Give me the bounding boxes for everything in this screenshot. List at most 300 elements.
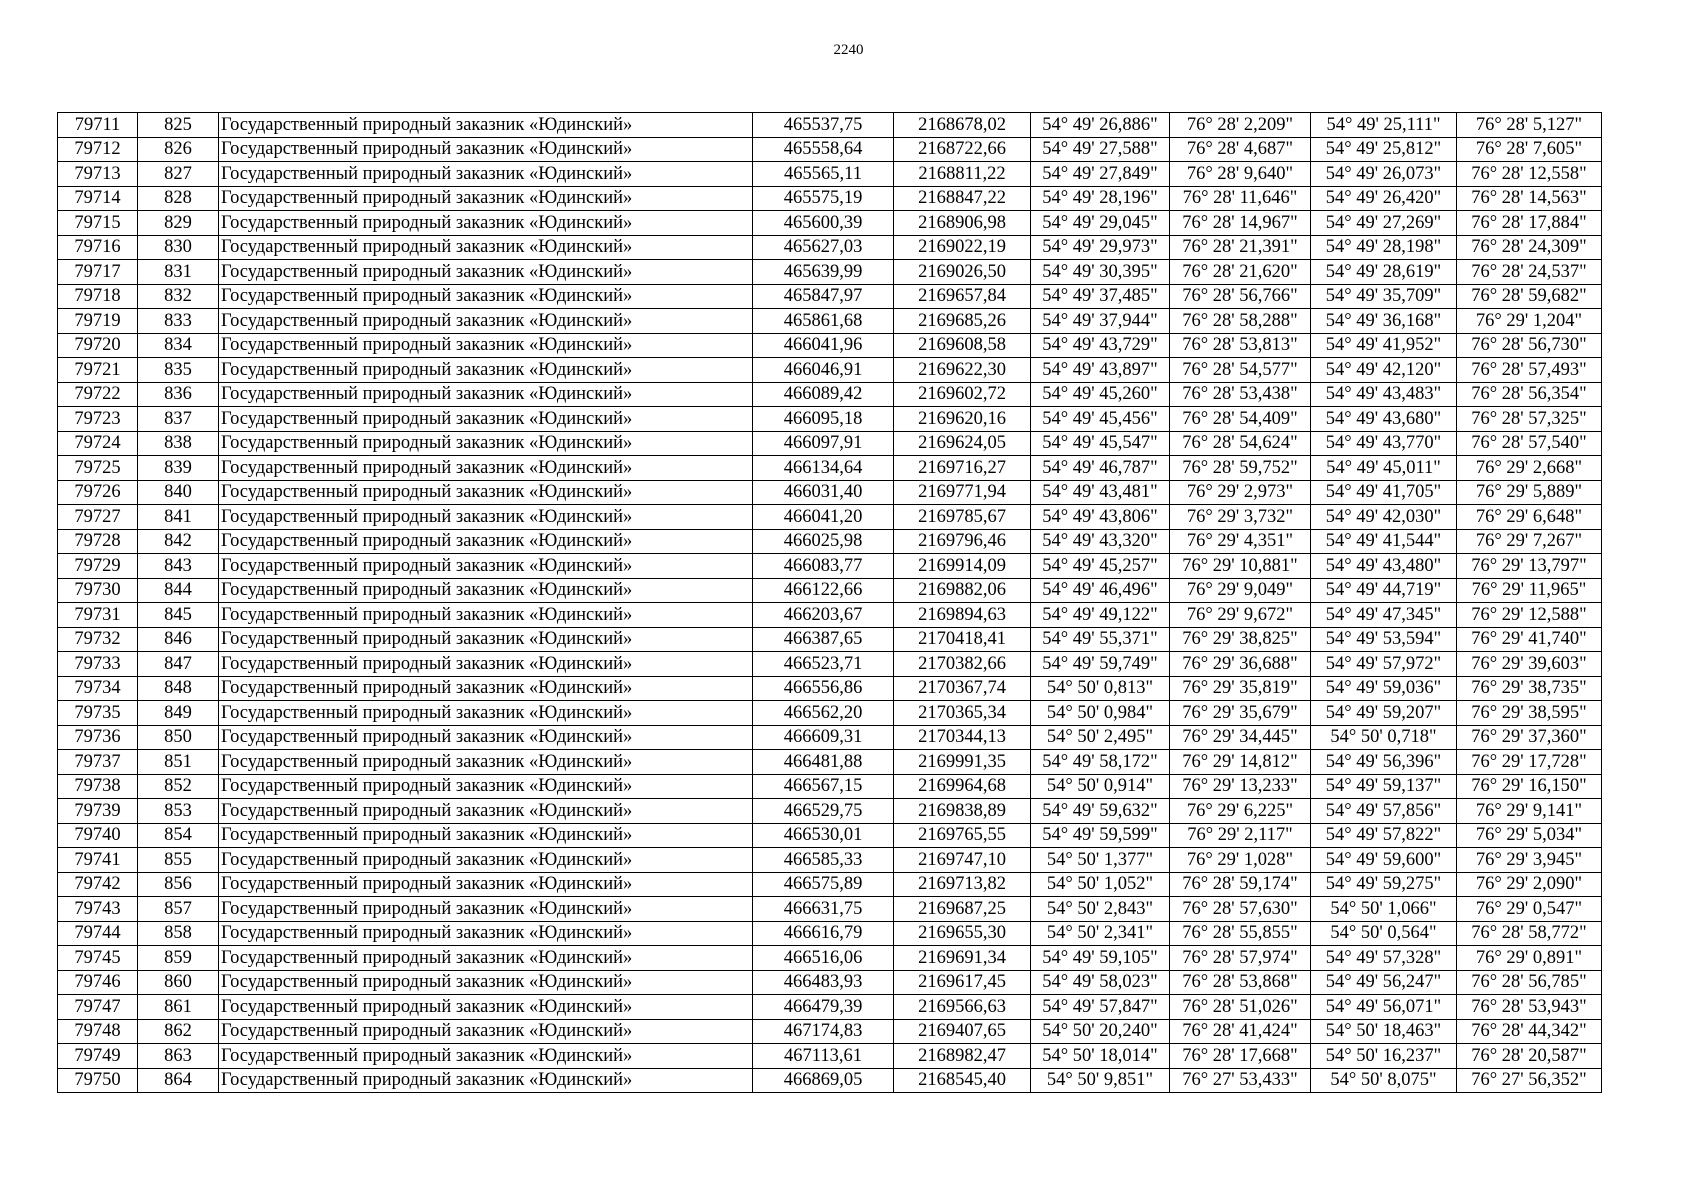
x-coordinate-cell: 465639,99 [753,260,894,285]
y-coordinate-cell: 2170382,66 [894,652,1031,677]
longitude-2-cell: 76° 29' 7,267" [1457,529,1602,554]
longitude-2-cell: 76° 28' 57,325" [1457,407,1602,432]
x-coordinate-cell: 466046,91 [753,358,894,383]
object-name-cell: Государственный природный заказник «Юдинский» [219,701,753,726]
y-coordinate-cell: 2170367,74 [894,676,1031,701]
x-coordinate-cell: 466089,42 [753,382,894,407]
latitude-2-cell: 54° 49' 59,600" [1311,848,1457,873]
longitude-1-cell: 76° 29' 10,881" [1170,554,1311,579]
longitude-1-cell: 76° 28' 53,813" [1170,333,1311,358]
record-id-cell: 79741 [58,848,138,873]
latitude-2-cell: 54° 49' 41,952" [1311,333,1457,358]
record-id-cell: 79736 [58,725,138,750]
record-id-cell: 79713 [58,162,138,187]
longitude-1-cell: 76° 29' 35,679" [1170,701,1311,726]
object-name-cell: Государственный природный заказник «Юдинский» [219,382,753,407]
x-coordinate-cell: 466387,65 [753,627,894,652]
latitude-2-cell: 54° 49' 41,544" [1311,529,1457,554]
y-coordinate-cell: 2169026,50 [894,260,1031,285]
latitude-2-cell: 54° 49' 56,071" [1311,995,1457,1020]
longitude-2-cell: 76° 29' 12,588" [1457,603,1602,628]
record-id-cell: 79747 [58,995,138,1020]
point-number-cell: 856 [138,872,219,897]
longitude-1-cell: 76° 28' 59,174" [1170,872,1311,897]
point-number-cell: 846 [138,627,219,652]
point-number-cell: 847 [138,652,219,677]
y-coordinate-cell: 2169771,94 [894,480,1031,505]
table-row [58,211,1602,236]
record-id-cell: 79740 [58,823,138,848]
latitude-1-cell: 54° 49' 43,806" [1031,505,1170,530]
object-name-cell: Государственный природный заказник «Юдинский» [219,235,753,260]
latitude-1-cell: 54° 49' 59,105" [1031,946,1170,971]
longitude-1-cell: 76° 29' 6,225" [1170,799,1311,824]
y-coordinate-cell: 2169796,46 [894,529,1031,554]
longitude-1-cell: 76° 28' 51,026" [1170,995,1311,1020]
table-row [58,921,1602,946]
record-id-cell: 79728 [58,529,138,554]
longitude-1-cell: 76° 28' 11,646" [1170,186,1311,211]
longitude-1-cell: 76° 28' 54,409" [1170,407,1311,432]
x-coordinate-cell: 466041,96 [753,333,894,358]
latitude-2-cell: 54° 50' 0,718" [1311,725,1457,750]
table-row [58,1044,1602,1069]
longitude-2-cell: 76° 28' 7,605" [1457,137,1602,162]
longitude-1-cell: 76° 27' 53,433" [1170,1068,1311,1093]
record-id-cell: 79743 [58,897,138,922]
longitude-1-cell: 76° 28' 58,288" [1170,309,1311,334]
y-coordinate-cell: 2168722,66 [894,137,1031,162]
latitude-2-cell: 54° 49' 59,207" [1311,701,1457,726]
point-number-cell: 854 [138,823,219,848]
latitude-2-cell: 54° 49' 36,168" [1311,309,1457,334]
y-coordinate-cell: 2169608,58 [894,333,1031,358]
latitude-1-cell: 54° 49' 30,395" [1031,260,1170,285]
latitude-2-cell: 54° 50' 16,237" [1311,1044,1457,1069]
x-coordinate-cell: 466585,33 [753,848,894,873]
latitude-1-cell: 54° 49' 45,456" [1031,407,1170,432]
x-coordinate-cell: 467113,61 [753,1044,894,1069]
object-name-cell: Государственный природный заказник «Юдинский» [219,529,753,554]
longitude-1-cell: 76° 28' 54,577" [1170,358,1311,383]
longitude-1-cell: 76° 29' 2,117" [1170,823,1311,848]
point-number-cell: 862 [138,1019,219,1044]
record-id-cell: 79731 [58,603,138,628]
record-id-cell: 79735 [58,701,138,726]
latitude-2-cell: 54° 49' 25,812" [1311,137,1457,162]
object-name-cell: Государственный природный заказник «Юдинский» [219,774,753,799]
latitude-2-cell: 54° 50' 1,066" [1311,897,1457,922]
table-row [58,333,1602,358]
object-name-cell: Государственный природный заказник «Юдинский» [219,505,753,530]
x-coordinate-cell: 466616,79 [753,921,894,946]
y-coordinate-cell: 2169785,67 [894,505,1031,530]
longitude-2-cell: 76° 28' 56,354" [1457,382,1602,407]
latitude-2-cell: 54° 49' 59,036" [1311,676,1457,701]
latitude-2-cell: 54° 49' 57,822" [1311,823,1457,848]
object-name-cell: Государственный природный заказник «Юдинский» [219,995,753,1020]
x-coordinate-cell: 466481,88 [753,750,894,775]
longitude-1-cell: 76° 29' 9,049" [1170,578,1311,603]
longitude-1-cell: 76° 29' 1,028" [1170,848,1311,873]
longitude-1-cell: 76° 29' 35,819" [1170,676,1311,701]
latitude-1-cell: 54° 49' 43,481" [1031,480,1170,505]
longitude-2-cell: 76° 29' 39,603" [1457,652,1602,677]
record-id-cell: 79729 [58,554,138,579]
latitude-2-cell: 54° 49' 42,030" [1311,505,1457,530]
point-number-cell: 844 [138,578,219,603]
longitude-1-cell: 76° 28' 57,630" [1170,897,1311,922]
longitude-1-cell: 76° 28' 2,209" [1170,113,1311,138]
latitude-1-cell: 54° 49' 29,973" [1031,235,1170,260]
object-name-cell: Государственный природный заказник «Юдинский» [219,848,753,873]
table-row [58,407,1602,432]
longitude-2-cell: 76° 28' 17,884" [1457,211,1602,236]
table-row [58,750,1602,775]
record-id-cell: 79749 [58,1044,138,1069]
table-row [58,799,1602,824]
table-row [58,431,1602,456]
latitude-2-cell: 54° 49' 57,972" [1311,652,1457,677]
longitude-2-cell: 76° 29' 37,360" [1457,725,1602,750]
latitude-2-cell: 54° 50' 8,075" [1311,1068,1457,1093]
longitude-2-cell: 76° 28' 14,563" [1457,186,1602,211]
x-coordinate-cell: 466562,20 [753,701,894,726]
record-id-cell: 79732 [58,627,138,652]
point-number-cell: 855 [138,848,219,873]
y-coordinate-cell: 2169624,05 [894,431,1031,456]
x-coordinate-cell: 466479,39 [753,995,894,1020]
table-row [58,578,1602,603]
record-id-cell: 79720 [58,333,138,358]
longitude-2-cell: 76° 28' 12,558" [1457,162,1602,187]
record-id-cell: 79730 [58,578,138,603]
longitude-1-cell: 76° 29' 9,672" [1170,603,1311,628]
latitude-2-cell: 54° 50' 0,564" [1311,921,1457,946]
latitude-2-cell: 54° 49' 57,328" [1311,946,1457,971]
table-row [58,284,1602,309]
table-row [58,358,1602,383]
y-coordinate-cell: 2169617,45 [894,970,1031,995]
table-row [58,774,1602,799]
point-number-cell: 834 [138,333,219,358]
object-name-cell: Государственный природный заказник «Юдинский» [219,211,753,236]
y-coordinate-cell: 2170365,34 [894,701,1031,726]
latitude-2-cell: 54° 49' 26,420" [1311,186,1457,211]
latitude-2-cell: 54° 49' 47,345" [1311,603,1457,628]
object-name-cell: Государственный природный заказник «Юдинский» [219,480,753,505]
x-coordinate-cell: 466097,91 [753,431,894,456]
x-coordinate-cell: 466567,15 [753,774,894,799]
object-name-cell: Государственный природный заказник «Юдинский» [219,799,753,824]
record-id-cell: 79721 [58,358,138,383]
record-id-cell: 79745 [58,946,138,971]
longitude-1-cell: 76° 29' 38,825" [1170,627,1311,652]
record-id-cell: 79724 [58,431,138,456]
latitude-1-cell: 54° 49' 43,729" [1031,333,1170,358]
x-coordinate-cell: 465575,19 [753,186,894,211]
point-number-cell: 841 [138,505,219,530]
latitude-1-cell: 54° 49' 58,023" [1031,970,1170,995]
y-coordinate-cell: 2168847,22 [894,186,1031,211]
table-row [58,946,1602,971]
table-row [58,113,1602,138]
y-coordinate-cell: 2169407,65 [894,1019,1031,1044]
latitude-2-cell: 54° 49' 41,705" [1311,480,1457,505]
latitude-1-cell: 54° 50' 0,813" [1031,676,1170,701]
longitude-1-cell: 76° 28' 53,438" [1170,382,1311,407]
y-coordinate-cell: 2169685,26 [894,309,1031,334]
record-id-cell: 79744 [58,921,138,946]
latitude-2-cell: 54° 49' 43,480" [1311,554,1457,579]
point-number-cell: 842 [138,529,219,554]
longitude-1-cell: 76° 28' 21,620" [1170,260,1311,285]
record-id-cell: 79727 [58,505,138,530]
latitude-1-cell: 54° 50' 0,984" [1031,701,1170,726]
latitude-2-cell: 54° 49' 59,137" [1311,774,1457,799]
longitude-2-cell: 76° 28' 57,493" [1457,358,1602,383]
longitude-1-cell: 76° 28' 17,668" [1170,1044,1311,1069]
table-row [58,970,1602,995]
record-id-cell: 79738 [58,774,138,799]
y-coordinate-cell: 2169914,09 [894,554,1031,579]
longitude-2-cell: 76° 28' 24,309" [1457,235,1602,260]
latitude-2-cell: 54° 49' 35,709" [1311,284,1457,309]
x-coordinate-cell: 466095,18 [753,407,894,432]
record-id-cell: 79716 [58,235,138,260]
longitude-1-cell: 76° 28' 9,640" [1170,162,1311,187]
latitude-1-cell: 54° 49' 29,045" [1031,211,1170,236]
longitude-2-cell: 76° 28' 24,537" [1457,260,1602,285]
record-id-cell: 79750 [58,1068,138,1093]
point-number-cell: 853 [138,799,219,824]
coordinates-table [57,112,1602,1093]
object-name-cell: Государственный природный заказник «Юдинский» [219,309,753,334]
object-name-cell: Государственный природный заказник «Юдинский» [219,431,753,456]
y-coordinate-cell: 2169894,63 [894,603,1031,628]
table-row [58,505,1602,530]
longitude-1-cell: 76° 28' 4,687" [1170,137,1311,162]
object-name-cell: Государственный природный заказник «Юдинский» [219,750,753,775]
longitude-2-cell: 76° 29' 38,735" [1457,676,1602,701]
record-id-cell: 79715 [58,211,138,236]
table-row [58,848,1602,873]
object-name-cell: Государственный природный заказник «Юдинский» [219,113,753,138]
longitude-2-cell: 76° 27' 56,352" [1457,1068,1602,1093]
y-coordinate-cell: 2169713,82 [894,872,1031,897]
y-coordinate-cell: 2169620,16 [894,407,1031,432]
point-number-cell: 850 [138,725,219,750]
longitude-1-cell: 76° 28' 53,868" [1170,970,1311,995]
x-coordinate-cell: 466556,86 [753,676,894,701]
longitude-2-cell: 76° 28' 5,127" [1457,113,1602,138]
object-name-cell: Государственный природный заказник «Юдинский» [219,333,753,358]
point-number-cell: 858 [138,921,219,946]
y-coordinate-cell: 2169964,68 [894,774,1031,799]
record-id-cell: 79711 [58,113,138,138]
record-id-cell: 79725 [58,456,138,481]
table-row [58,676,1602,701]
table-row [58,162,1602,187]
x-coordinate-cell: 465627,03 [753,235,894,260]
latitude-1-cell: 54° 49' 45,260" [1031,382,1170,407]
point-number-cell: 859 [138,946,219,971]
point-number-cell: 828 [138,186,219,211]
table-row [58,995,1602,1020]
longitude-2-cell: 76° 29' 9,141" [1457,799,1602,824]
longitude-2-cell: 76° 29' 2,668" [1457,456,1602,481]
point-number-cell: 835 [138,358,219,383]
table-row [58,1019,1602,1044]
record-id-cell: 79718 [58,284,138,309]
object-name-cell: Государственный природный заказник «Юдинский» [219,162,753,187]
table-row [58,554,1602,579]
x-coordinate-cell: 466041,20 [753,505,894,530]
point-number-cell: 836 [138,382,219,407]
longitude-2-cell: 76° 29' 5,889" [1457,480,1602,505]
longitude-1-cell: 76° 29' 36,688" [1170,652,1311,677]
latitude-1-cell: 54° 49' 45,547" [1031,431,1170,456]
table-row [58,627,1602,652]
x-coordinate-cell: 466869,05 [753,1068,894,1093]
point-number-cell: 832 [138,284,219,309]
latitude-1-cell: 54° 49' 59,599" [1031,823,1170,848]
longitude-2-cell: 76° 28' 53,943" [1457,995,1602,1020]
longitude-2-cell: 76° 29' 5,034" [1457,823,1602,848]
point-number-cell: 864 [138,1068,219,1093]
record-id-cell: 79748 [58,1019,138,1044]
latitude-1-cell: 54° 49' 46,787" [1031,456,1170,481]
record-id-cell: 79723 [58,407,138,432]
object-name-cell: Государственный природный заказник «Юдинский» [219,627,753,652]
object-name-cell: Государственный природный заказник «Юдинский» [219,284,753,309]
longitude-2-cell: 76° 29' 41,740" [1457,627,1602,652]
point-number-cell: 861 [138,995,219,1020]
y-coordinate-cell: 2168982,47 [894,1044,1031,1069]
latitude-2-cell: 54° 49' 26,073" [1311,162,1457,187]
latitude-2-cell: 54° 49' 43,483" [1311,382,1457,407]
latitude-1-cell: 54° 50' 18,014" [1031,1044,1170,1069]
latitude-1-cell: 54° 50' 2,843" [1031,897,1170,922]
x-coordinate-cell: 465565,11 [753,162,894,187]
point-number-cell: 825 [138,113,219,138]
object-name-cell: Государственный природный заказник «Юдинский» [219,137,753,162]
record-id-cell: 79719 [58,309,138,334]
longitude-1-cell: 76° 29' 2,973" [1170,480,1311,505]
table-row [58,260,1602,285]
point-number-cell: 833 [138,309,219,334]
longitude-1-cell: 76° 28' 59,752" [1170,456,1311,481]
longitude-2-cell: 76° 29' 1,204" [1457,309,1602,334]
point-number-cell: 827 [138,162,219,187]
x-coordinate-cell: 466025,98 [753,529,894,554]
y-coordinate-cell: 2169657,84 [894,284,1031,309]
point-number-cell: 845 [138,603,219,628]
point-number-cell: 863 [138,1044,219,1069]
longitude-1-cell: 76° 28' 56,766" [1170,284,1311,309]
point-number-cell: 837 [138,407,219,432]
y-coordinate-cell: 2169838,89 [894,799,1031,824]
table-row [58,382,1602,407]
table-row [58,186,1602,211]
object-name-cell: Государственный природный заказник «Юдинский» [219,578,753,603]
object-name-cell: Государственный природный заказник «Юдинский» [219,725,753,750]
table-row [58,529,1602,554]
y-coordinate-cell: 2169765,55 [894,823,1031,848]
latitude-1-cell: 54° 49' 27,588" [1031,137,1170,162]
object-name-cell: Государственный природный заказник «Юдинский» [219,652,753,677]
y-coordinate-cell: 2168811,22 [894,162,1031,187]
point-number-cell: 860 [138,970,219,995]
latitude-1-cell: 54° 49' 58,172" [1031,750,1170,775]
y-coordinate-cell: 2169747,10 [894,848,1031,873]
latitude-1-cell: 54° 49' 28,196" [1031,186,1170,211]
table-body [58,113,1602,1093]
latitude-1-cell: 54° 49' 43,897" [1031,358,1170,383]
x-coordinate-cell: 466083,77 [753,554,894,579]
x-coordinate-cell: 467174,83 [753,1019,894,1044]
latitude-2-cell: 54° 49' 28,198" [1311,235,1457,260]
longitude-2-cell: 76° 28' 44,342" [1457,1019,1602,1044]
point-number-cell: 839 [138,456,219,481]
longitude-1-cell: 76° 28' 54,624" [1170,431,1311,456]
x-coordinate-cell: 466523,71 [753,652,894,677]
longitude-1-cell: 76° 28' 55,855" [1170,921,1311,946]
record-id-cell: 79717 [58,260,138,285]
table-row [58,823,1602,848]
longitude-1-cell: 76° 29' 4,351" [1170,529,1311,554]
longitude-2-cell: 76° 29' 17,728" [1457,750,1602,775]
latitude-1-cell: 54° 49' 43,320" [1031,529,1170,554]
x-coordinate-cell: 465847,97 [753,284,894,309]
longitude-2-cell: 76° 29' 0,547" [1457,897,1602,922]
y-coordinate-cell: 2169991,35 [894,750,1031,775]
latitude-1-cell: 54° 49' 27,849" [1031,162,1170,187]
y-coordinate-cell: 2169882,06 [894,578,1031,603]
table-row [58,456,1602,481]
latitude-1-cell: 54° 49' 59,749" [1031,652,1170,677]
record-id-cell: 79742 [58,872,138,897]
table-row [58,603,1602,628]
x-coordinate-cell: 466122,66 [753,578,894,603]
x-coordinate-cell: 466609,31 [753,725,894,750]
page-number: 2240 [833,42,864,58]
record-id-cell: 79737 [58,750,138,775]
latitude-1-cell: 54° 50' 1,377" [1031,848,1170,873]
x-coordinate-cell: 465558,64 [753,137,894,162]
latitude-1-cell: 54° 50' 20,240" [1031,1019,1170,1044]
longitude-1-cell: 76° 29' 34,445" [1170,725,1311,750]
table-row [58,725,1602,750]
object-name-cell: Государственный природный заказник «Юдинский» [219,456,753,481]
x-coordinate-cell: 466483,93 [753,970,894,995]
latitude-1-cell: 54° 49' 59,632" [1031,799,1170,824]
longitude-1-cell: 76° 28' 14,967" [1170,211,1311,236]
point-number-cell: 852 [138,774,219,799]
latitude-2-cell: 54° 49' 59,275" [1311,872,1457,897]
x-coordinate-cell: 466631,75 [753,897,894,922]
record-id-cell: 79722 [58,382,138,407]
latitude-1-cell: 54° 50' 2,495" [1031,725,1170,750]
object-name-cell: Государственный природный заказник «Юдинский» [219,260,753,285]
x-coordinate-cell: 466530,01 [753,823,894,848]
longitude-1-cell: 76° 29' 14,812" [1170,750,1311,775]
longitude-1-cell: 76° 28' 57,974" [1170,946,1311,971]
table-row [58,480,1602,505]
point-number-cell: 826 [138,137,219,162]
y-coordinate-cell: 2170344,13 [894,725,1031,750]
y-coordinate-cell: 2170418,41 [894,627,1031,652]
